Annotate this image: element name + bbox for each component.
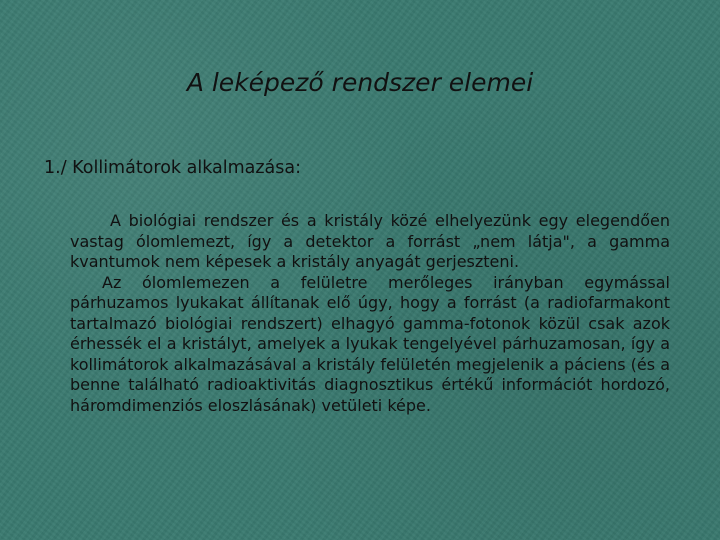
section-heading: 1./ Kollimátorok alkalmazása: [44, 158, 302, 178]
paragraph-1: A biológiai rendszer és a kristály közé elhelyezünk egy elegendően vastag ólomlemezt, így a detektor a forrást „nem látja", a gamma kvantumok nem képesek a kristály anyagát gerjeszteni. [70, 211, 670, 271]
paragraph-2: Az ólomlemezen a felületre merőleges irányban egymással párhuzamos lyukakat állítanak elő úgy, hogy a forrást (a radiofarmakont tartalmazó biológiai rendszert) elhagyó gamma-fotonok közül csak azok érhessék el a kristályt, amelyek a lyukak tengelyével párhuzamosan, így a kollimátorok alkalmazásával a kristály felületén megjelenik a páciens (és a benne található radioaktivitás diagnosztikus értékű információt hordozó, háromdimenziós eloszlásának) vetületi képe. [70, 272, 670, 415]
body-text [70, 211, 670, 416]
slide-title: A leképező rendszer elemei [186, 68, 534, 97]
